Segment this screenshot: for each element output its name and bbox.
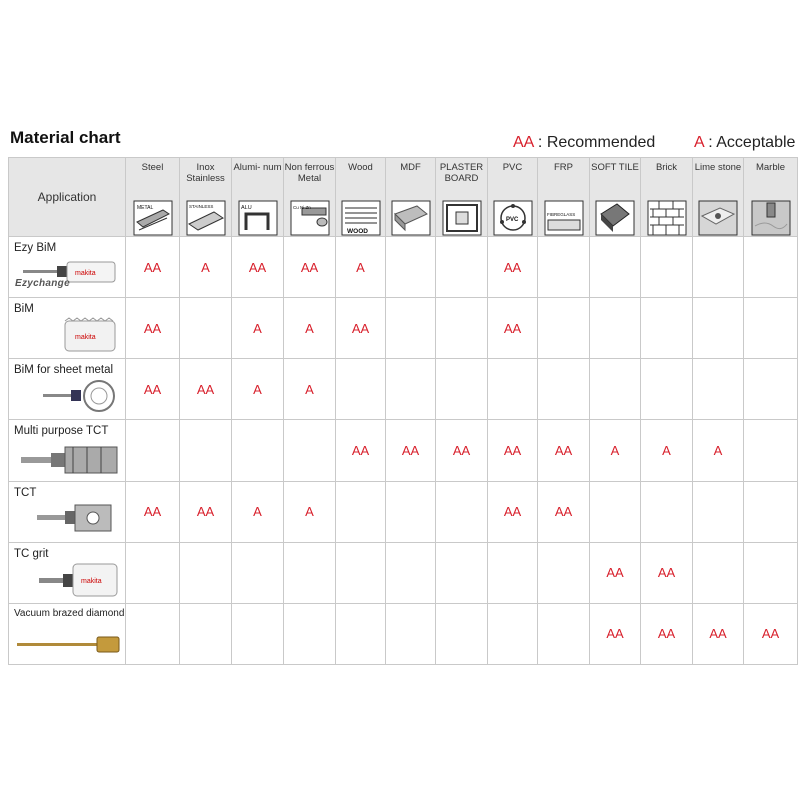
legend-aa-code: AA [513,134,534,151]
application-name: TCT [14,486,37,499]
application-cell [9,237,126,298]
application-cell [9,603,126,664]
rating-cell: A [284,481,336,542]
aluminium-profile-icon [238,200,278,236]
rating-cell [336,481,386,542]
rating-cell [641,481,693,542]
rating-cell: AA [180,359,232,420]
material-name: MDF [400,162,421,173]
svg-text:makita: makita [75,270,96,277]
rating-cell [693,237,744,298]
material-header [336,158,386,237]
rating-cell [284,603,336,664]
table-row [9,603,798,664]
material-name: Alumi- num [233,162,282,173]
icon-text: ALU [240,205,252,211]
material-header [436,158,488,237]
material-header [126,158,180,237]
material-name: Steel [141,162,164,173]
rating-cell: A [336,237,386,298]
svg-text:makita: makita [75,334,96,342]
legend-recommended [513,134,655,152]
rating-cell: AA [488,237,538,298]
rating-cell: A [590,420,641,481]
application-cell [9,420,126,481]
wood-block-icon [341,200,381,236]
rating-cell [180,542,232,603]
rating-cell: A [284,298,336,359]
rating-cell: AA [641,542,693,603]
rating-cell [436,603,488,664]
rating-cell [386,481,436,542]
fibreglass-icon [544,200,584,236]
rating-cell: AA [386,420,436,481]
material-name: FRP [554,162,573,173]
rating-cell: AA [232,237,284,298]
rating-cell [436,481,488,542]
rating-cell [284,542,336,603]
non-ferrous-pipe-icon [290,200,330,236]
tct-holesaw-icon [13,499,123,539]
icon-text: PVC [505,217,518,223]
rating-cell [744,481,798,542]
rating-cell: AA [538,481,590,542]
rating-cell [744,359,798,420]
rating-cell [693,542,744,603]
rating-cell: AA [284,237,336,298]
material-header [488,158,538,237]
rating-cell [284,420,336,481]
table-row [9,420,798,481]
material-name: Wood [348,162,373,173]
material-name: PLASTER BOARD [439,162,484,184]
rating-cell [232,420,284,481]
legend-acceptable [694,134,795,152]
rating-cell [386,603,436,664]
rating-cell: AA [126,481,180,542]
mdf-board-icon [391,200,431,236]
table-row [9,481,798,542]
table-row [9,298,798,359]
rating-cell [693,298,744,359]
rating-cell: AA [641,603,693,664]
application-header: Application [9,158,126,237]
material-header [590,158,641,237]
bim-holesaw-icon [13,315,123,355]
svg-text:makita: makita [81,577,102,585]
rating-cell: AA [590,603,641,664]
material-header [744,158,798,237]
rating-cell [590,298,641,359]
stainless-sheet-icon [186,200,226,236]
rating-cell: A [641,420,693,481]
rating-cell [336,359,386,420]
rating-cell [436,298,488,359]
rating-cell [693,481,744,542]
rating-cell [232,542,284,603]
rating-cell: AA [336,298,386,359]
rating-cell: AA [436,420,488,481]
rating-cell [744,237,798,298]
material-header [538,158,590,237]
table-row [9,542,798,603]
application-name: TC grit [14,547,49,560]
rating-cell: AA [126,298,180,359]
icon-text: Cu Ni Zn [292,205,311,210]
page-title: Material chart [10,128,121,147]
rating-cell [744,420,798,481]
multi-purpose-tct-icon [13,437,123,477]
material-name: Inox Stainless [186,162,225,184]
brand-label: Ezychange [15,278,70,289]
rating-cell [126,420,180,481]
rating-cell: A [180,237,232,298]
material-name: SOFT TILE [591,162,639,173]
rating-cell [538,359,590,420]
rating-cell: AA [488,298,538,359]
application-cell [9,481,126,542]
rating-cell: AA [590,542,641,603]
material-name: Non ferrous Metal [284,162,335,184]
limestone-icon [698,200,738,236]
rating-cell [641,298,693,359]
rating-cell [386,298,436,359]
rating-cell [488,542,538,603]
material-header [232,158,284,237]
tc-grit-holesaw-icon [13,560,123,600]
application-name: Multi purpose TCT [14,425,109,438]
legend-a-code: A [694,134,704,151]
rating-cell: AA [744,603,798,664]
sheet-metal-holesaw-icon [13,376,123,416]
pvc-pipe-icon [493,200,533,236]
rating-cell: AA [488,420,538,481]
soft-tile-icon [595,200,635,236]
marble-icon [751,200,791,236]
rating-cell [180,420,232,481]
rating-cell [126,542,180,603]
rating-cell: A [693,420,744,481]
material-name: Marble [755,162,786,173]
rating-cell [488,603,538,664]
brick-wall-icon [647,200,687,236]
icon-text: WOOD [346,228,368,235]
application-name: BiM for sheet metal [14,364,114,377]
application-cell [9,359,126,420]
rating-cell: AA [538,420,590,481]
material-header [386,158,436,237]
material-name: Lime stone [694,162,742,173]
rating-cell [232,603,284,664]
rating-cell: AA [126,359,180,420]
application-name: Vacuum brazed diamond [14,607,125,619]
rating-cell [386,359,436,420]
application-name: BiM [14,303,34,316]
material-name: Brick [655,162,678,173]
icon-text: METAL [136,205,153,211]
rating-cell [386,542,436,603]
application-name: Ezy BiM [14,242,57,254]
rating-cell: AA [336,420,386,481]
rating-cell [590,481,641,542]
rating-cell: AA [693,603,744,664]
rating-cell [590,359,641,420]
rating-cell: AA [126,237,180,298]
table-row [9,237,798,298]
rating-cell [386,237,436,298]
rating-cell [126,603,180,664]
table-row [9,359,798,420]
rating-cell: A [232,359,284,420]
diamond-core-bit-icon [13,621,123,661]
rating-cell [488,359,538,420]
plasterboard-icon [442,200,482,236]
material-header [180,158,232,237]
rating-cell [180,603,232,664]
rating-cell [436,542,488,603]
rating-cell [744,542,798,603]
rating-cell [538,237,590,298]
rating-cell [336,603,386,664]
metal-sheet-icon [133,200,173,236]
rating-cell [693,359,744,420]
rating-cell [641,359,693,420]
application-cell [9,298,126,359]
rating-cell [538,298,590,359]
material-header [641,158,693,237]
application-cell [9,542,126,603]
rating-cell: A [284,359,336,420]
rating-cell [590,237,641,298]
icon-text: STAINLESS [188,204,213,209]
material-chart-table [8,157,798,665]
rating-cell [436,359,488,420]
material-name: PVC [502,162,523,173]
rating-cell [180,298,232,359]
material-header [693,158,744,237]
header-row [9,158,798,237]
rating-cell [336,542,386,603]
rating-cell [538,542,590,603]
rating-cell: AA [488,481,538,542]
rating-cell: A [232,481,284,542]
material-header [284,158,336,237]
rating-cell [538,603,590,664]
rating-cell [641,237,693,298]
rating-cell [744,298,798,359]
legend-a-label: : Acceptable [708,134,796,151]
legend-aa-label: : Recommended [537,134,656,151]
rating-cell: A [232,298,284,359]
rating-cell [436,237,488,298]
rating-cell: AA [180,481,232,542]
icon-text: FIBREGLASS [546,212,575,217]
